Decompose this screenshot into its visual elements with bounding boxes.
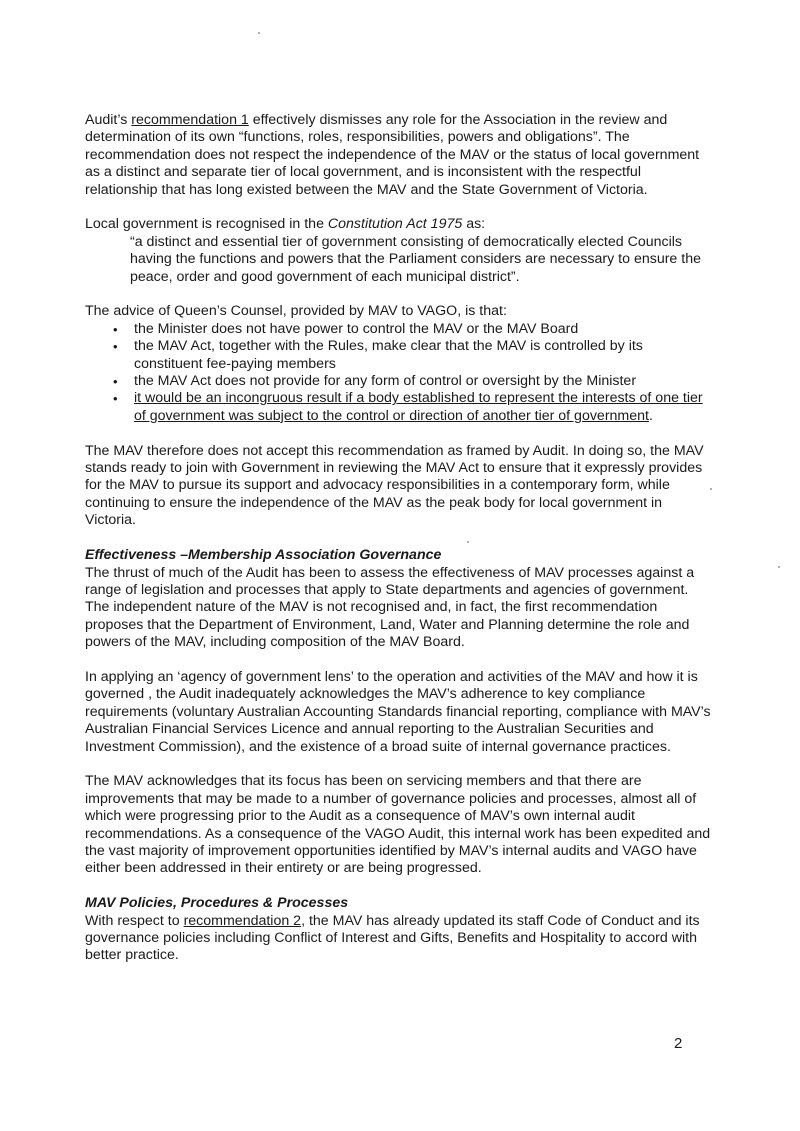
constitution-quote: “a distinct and essential tier of government consisting of democratically elected Councils having the functions and powers that the Parliament considers are necessary to ensure the peace, order and good government of each municipal district”. bbox=[130, 233, 701, 285]
qc-advice-list bbox=[85, 321, 715, 425]
section-heading-policies: MAV Policies, Procedures & Processes bbox=[85, 895, 349, 912]
recommendation-2-ref: recommendation 2 bbox=[183, 912, 302, 929]
bullet-icon: • bbox=[113, 374, 118, 390]
bullet-icon: • bbox=[113, 321, 118, 337]
scan-speck bbox=[710, 488, 712, 490]
paragraph-agency-lens: In applying an ‘agency of government lens’ to the operation and activities of the MAV and how it is governed , the Audit inadequately acknowledges the MAV’s adherence to key compliance requirements (voluntary Australian Accounting Standards financial reporting, compliance with MAV’s Australian Financial Services Licence and annual reporting to the Australian Securities and Investment Commission), and the existence of a broad suite of internal governance practices. bbox=[85, 668, 711, 755]
constitution-act-title: Constitution Act 1975 bbox=[327, 216, 463, 233]
list-item: • the Minister does not have power to control the MAV or the MAV Board bbox=[113, 320, 579, 337]
list-item: • the MAV Act does not provide for any form of control or oversight by the Minister bbox=[113, 373, 637, 390]
scan-speck bbox=[258, 32, 260, 34]
qc-advice-lead: The advice of Queen’s Counsel, provided by MAV to VAGO, is that: bbox=[85, 303, 507, 320]
paragraph-audit-thrust: The thrust of much of the Audit has been to assess the effectiveness of MAV processes against a range of legislation and processes that apply to State departments and agencies of government. The independent nature of the MAV is not recognised and, in fact, the first recommendation proposes that the Department of Environment, Land, Water and Planning determine the role and powers of the MAV, including composition of the MAV Board. bbox=[85, 564, 695, 651]
recommendation-1-ref: recommendation 1 bbox=[131, 112, 249, 128]
paragraph-constitution: Local government is recognised in the Constitution Act 1975 as: bbox=[85, 216, 486, 233]
bullet-icon: • bbox=[113, 391, 118, 407]
list-item: • it would be an incongruous result if a body established to represent the interests of one tier of government was subject to the control or direction of another tier of government. bbox=[113, 390, 703, 424]
list-item: • the MAV Act, together with the Rules, make clear that the MAV is controlled by its constituent fee-paying members bbox=[113, 338, 643, 372]
scan-speck bbox=[467, 541, 469, 543]
scan-speck bbox=[778, 566, 780, 568]
section-heading-effectiveness: Effectiveness –Membership Association Governance bbox=[85, 547, 442, 564]
document-body bbox=[85, 112, 715, 965]
page-number: 2 bbox=[674, 1035, 683, 1052]
paragraph-recommendation-2: With respect to recommendation 2, the MAV has already updated its staff Code of Conduct and its governance policies including Conflict of Interest and Gifts, Benefits and Hospitality to accord with better practice. bbox=[85, 912, 700, 964]
paragraph-recommendation-1: Audit’s recommendation 1 effectively dismisses any role for the Association in the review and determination of its own “functions, roles, responsibilities, powers and obligations”. The recommendation does not respect the independence of the MAV or the status of local government as a distinct and separate tier of local government, and is inconsistent with the respectful relationship that has long existed between the MAV and the State Government of Victoria. bbox=[85, 112, 700, 198]
paragraph-mav-position: The MAV therefore does not accept this recommendation as framed by Audit. In doing so, the MAV stands ready to join with Government in reviewing the MAV Act to ensure that it expressly provides for the MAV to pursue its support and advocacy responsibilities in a contemporary form, while continuing to ensure the independence of the MAV as the peak body for local government in Victoria. bbox=[85, 442, 704, 529]
paragraph-improvements: The MAV acknowledges that its focus has been on servicing members and that there are improvements that may be made to a number of governance policies and processes, almost all of which were progressing prior to the Audit as a consequence of MAV’s own internal audit recommendations. As a consequence of the VAGO Audit, this internal work has been expedited and the vast majority of improvement opportunities identified by MAV’s internal audits and VAGO have either been addressed in their entirety or are being progressed. bbox=[85, 773, 711, 877]
bullet-icon: • bbox=[113, 339, 118, 355]
